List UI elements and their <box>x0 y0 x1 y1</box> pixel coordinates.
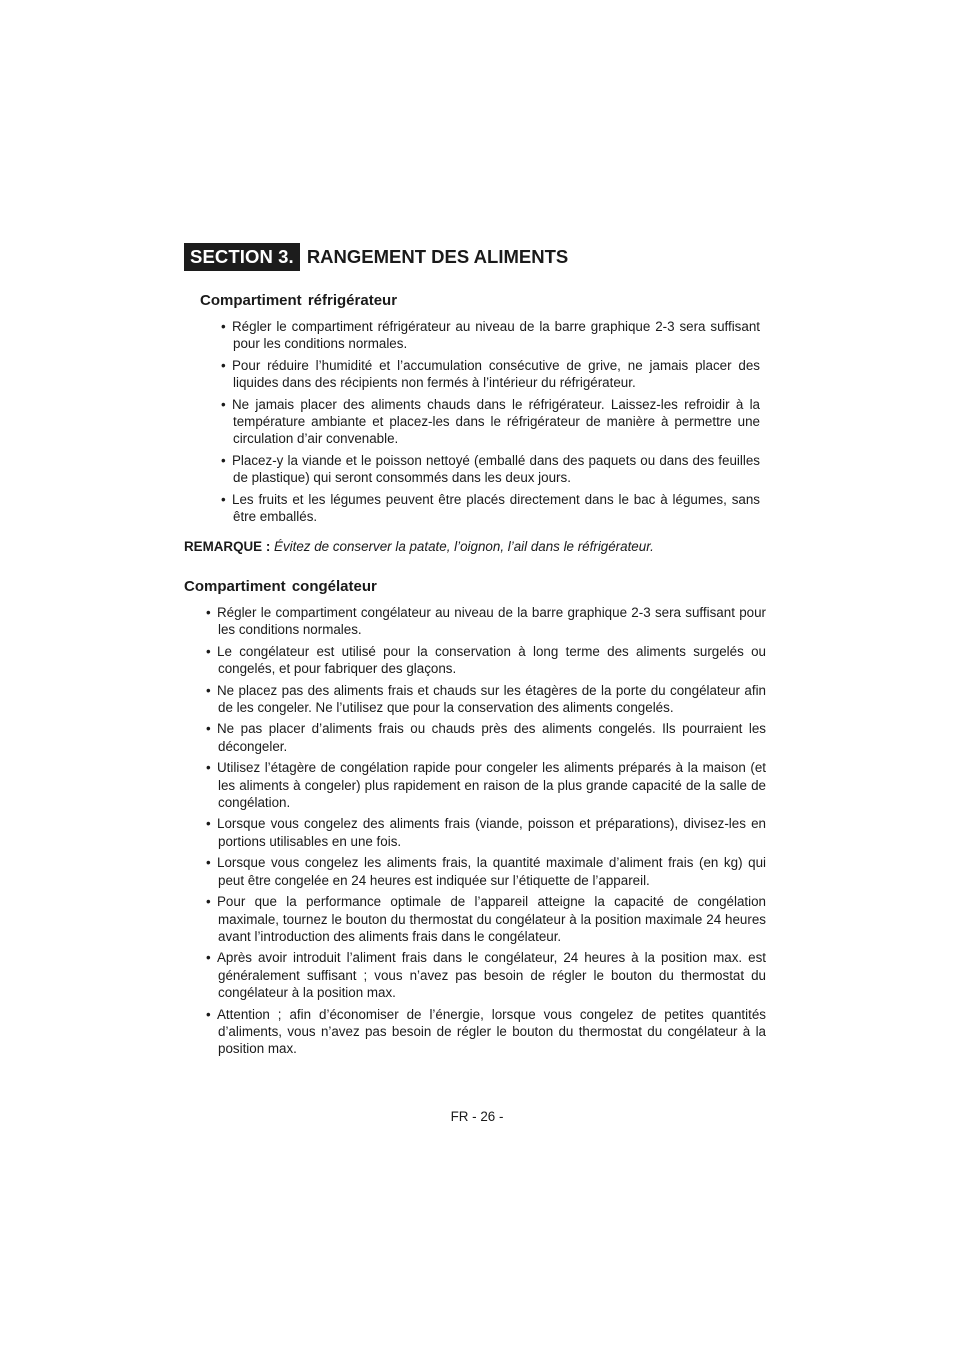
list-item <box>206 682 766 717</box>
section-number-badge: SECTION 3. <box>184 243 300 271</box>
note <box>184 538 654 555</box>
fridge-heading: Compartiment réfrigérateur <box>200 292 398 309</box>
list-item <box>206 893 766 945</box>
list-item-text: Les fruits et les légumes peuvent être placés directement dans le bac à légumes, sans être emballés. <box>232 491 760 525</box>
section-title: RANGEMENT DES ALIMENTS <box>306 246 569 267</box>
list-item-text: Ne pas placer d’aliments frais ou chauds près des aliments congelés. Ils pourraient les décongeler. <box>217 721 766 754</box>
list-item <box>221 357 760 392</box>
list-item <box>206 759 766 811</box>
list-item <box>221 452 760 487</box>
list-item <box>206 604 766 639</box>
list-item-text: Le congélateur est utilisé pour la conservation à long terme des aliments surgelés ou congelés, et pour fabriquer des glaçons. <box>217 643 766 677</box>
list-item-text: Lorsque vous congelez des aliments frais (viande, poisson et préparations), divisez-les en portions utilisables en une fois. <box>217 816 766 849</box>
bullet-icon: • <box>206 950 211 966</box>
list-item-text: Utilisez l’étagère de congélation rapide pour congeler les aliments préparés à la maison (et les aliments à congeler) plus rapidement en raison de la plus grande capacité de la salle de congélation. <box>217 760 766 811</box>
list-item-text: Régler le compartiment réfrigérateur au niveau de la barre graphique 2-3 sera suffisant pour les conditions normales. <box>232 319 760 352</box>
list-item <box>206 720 766 755</box>
bullet-icon: • <box>206 855 211 871</box>
bullet-icon: • <box>221 491 226 507</box>
section-header <box>184 243 568 271</box>
list-item <box>221 318 760 353</box>
list-item-text: Régler le compartiment congélateur au niveau de la barre graphique 2-3 sera suffisant pour les conditions normales. <box>217 605 766 638</box>
list-item <box>206 949 766 1001</box>
bullet-icon: • <box>206 721 211 737</box>
freezer-list <box>206 604 766 1062</box>
bullet-icon: • <box>221 452 226 468</box>
list-item-text: Pour que la performance optimale de l’appareil atteigne la capacité de congélation maximale, tournez le bouton du thermostat du congélateur à la position maximale 24 heures avant l’introduction des aliments frais dans le congélateur. <box>217 894 766 944</box>
list-item-text: Pour réduire l’humidité et l’accumulation consécutive de grive, ne jamais placer des liquides dans des récipients non fermés à l’intérieur du réfrigérateur. <box>232 357 760 391</box>
list-item-text: Ne placez pas des aliments frais et chauds sur les étagères de la porte du congélateur afin de les congeler. Ne l’utilisez que pour la conservation des aliments congelés. <box>217 682 766 716</box>
bullet-icon: • <box>206 894 211 910</box>
list-item <box>206 643 766 678</box>
list-item <box>206 815 766 850</box>
bullet-icon: • <box>206 1006 211 1022</box>
bullet-icon: • <box>206 760 211 776</box>
bullet-icon: • <box>221 319 226 334</box>
bullet-icon: • <box>206 816 211 832</box>
list-item <box>206 854 766 889</box>
note-label: REMARQUE : <box>184 539 271 554</box>
note-text: Évitez de conserver la patate, l’oignon, l’ail dans le réfrigérateur. <box>274 539 654 554</box>
list-item-text: Placez-y la viande et le poisson nettoyé (emballé dans des paquets ou dans des feuilles de plastique) qui seront consommés dans les deux jours. <box>232 452 760 486</box>
list-item-text: Après avoir introduit l’aliment frais dans le congélateur, 24 heures à la position max. est généralement suffisant ; vous n’avez pas besoin de régler le bouton du thermostat du congélateur à la position max. <box>217 950 766 1001</box>
page-number: FR - 26 - <box>450 1109 504 1124</box>
bullet-icon: • <box>221 396 226 412</box>
list-item <box>221 396 760 448</box>
freezer-heading: Compartiment congélateur <box>184 578 377 595</box>
list-item-text: Attention ; afin d’économiser de l’énergie, lorsque vous congelez de petites quantités d’aliments, vous n’avez pas besoin de régler le bouton du thermostat du congélateur à la position max. <box>217 1006 766 1057</box>
list-item-text: Ne jamais placer des aliments chauds dans le réfrigérateur. Laissez-les refroidir à la température ambiante et placez-les dans le réfrigérateur de manière à permettre une circulation d’air convenable. <box>232 396 760 447</box>
bullet-icon: • <box>206 643 211 659</box>
bullet-icon: • <box>206 605 211 620</box>
list-item <box>221 491 760 526</box>
fridge-list <box>221 318 760 529</box>
list-item <box>206 1006 766 1058</box>
bullet-icon: • <box>221 357 226 373</box>
bullet-icon: • <box>206 682 211 698</box>
list-item-text: Lorsque vous congelez les aliments frais, la quantité maximale d’aliment frais (en kg) qui peut être congelée en 24 heures est indiquée sur l’étiquette de l’appareil. <box>217 855 766 888</box>
